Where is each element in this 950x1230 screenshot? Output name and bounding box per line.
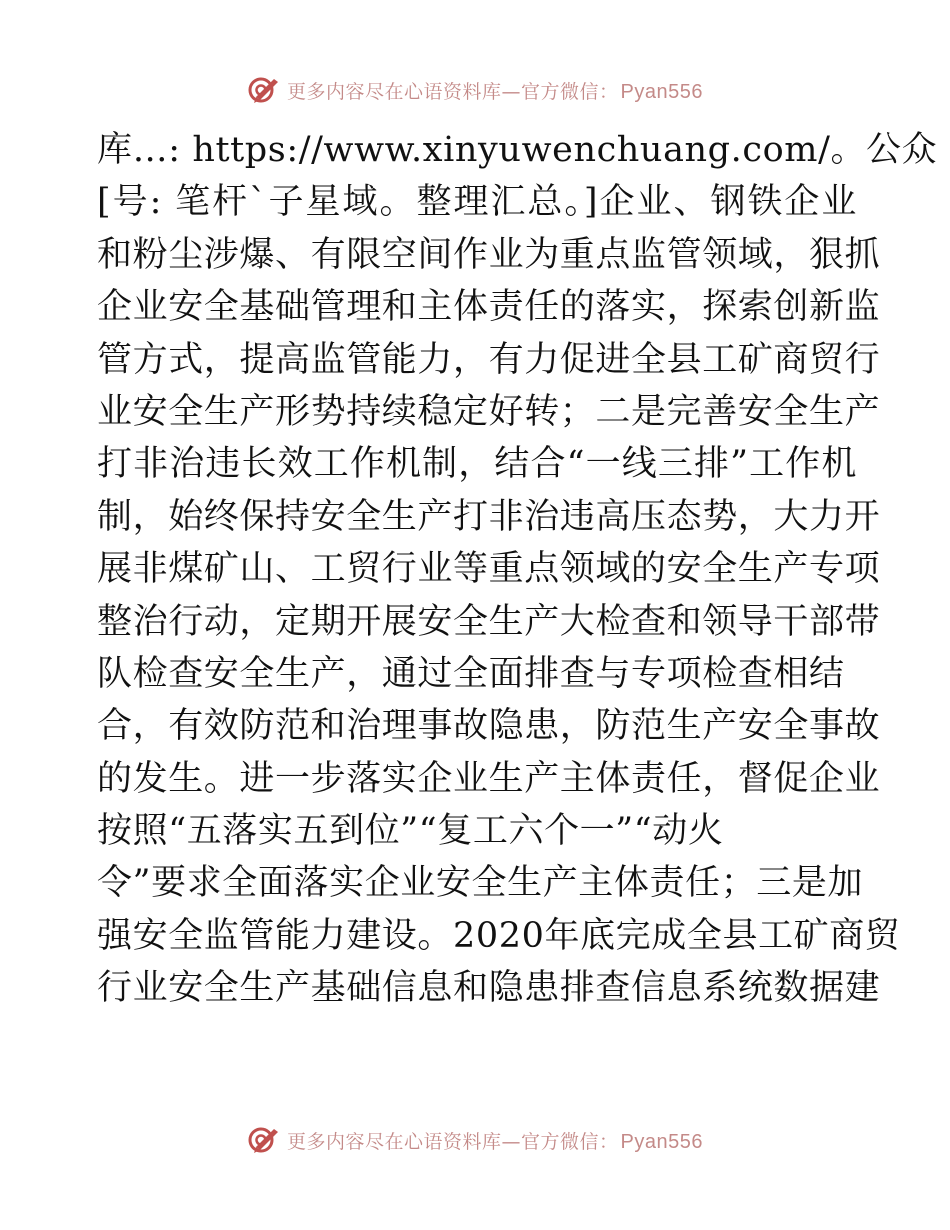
text-line bbox=[97, 176, 857, 228]
text-line-11: 队检查安全生产，通过全面排查与专项检查相结 bbox=[97, 653, 845, 694]
text-line bbox=[97, 124, 938, 176]
text-line-14: 按照“五落实五到位”“复工六个一”“动火 bbox=[97, 811, 724, 852]
text-line-1: 库…: https://www.xinyuwenchuang.com/。公众 bbox=[97, 130, 938, 170]
text-line bbox=[97, 805, 857, 857]
text-line-16: 强安全监管能力建设。2020年底完成全县工矿商贸 bbox=[97, 915, 901, 956]
text-line-5: 管方式，提高监管能力，有力促进全县工矿商贸行 bbox=[97, 339, 881, 380]
text-line-10: 整治行动，定期开展安全生产大检查和领导干部带 bbox=[97, 601, 881, 642]
text-line bbox=[97, 334, 881, 386]
document-body bbox=[97, 124, 938, 1015]
text-line bbox=[97, 857, 864, 909]
text-line bbox=[97, 910, 901, 962]
text-line-9: 展非煤矿山、工贸行业等重点领域的安全生产专项 bbox=[97, 549, 881, 590]
brand-logo-icon bbox=[247, 1125, 281, 1155]
text-line-15: 令”要求全面落实企业安全生产主体责任；三是加 bbox=[97, 863, 864, 904]
text-line bbox=[97, 386, 881, 438]
wechat-id: Pyan556 bbox=[620, 80, 703, 103]
text-line-13: 的发生。进一步落实企业生产主体责任，督促企业 bbox=[97, 758, 881, 799]
header-banner bbox=[0, 70, 950, 110]
text-line-3: 和粉尘涉爆、有限空间作业为重点监管领域，狠抓 bbox=[97, 234, 881, 275]
text-line bbox=[97, 491, 881, 543]
text-line-6: 业安全生产形势持续稳定好转；二是完善安全生产 bbox=[97, 391, 881, 432]
wechat-id: Pyan556 bbox=[620, 1130, 703, 1153]
text-line bbox=[97, 438, 857, 490]
footer-banner bbox=[0, 1120, 950, 1160]
text-line bbox=[97, 281, 881, 333]
text-line bbox=[97, 229, 881, 281]
text-line-8: 制，始终保持安全生产打非治违高压态势，大力开 bbox=[97, 496, 881, 537]
text-line bbox=[97, 596, 881, 648]
banner-text bbox=[287, 1127, 703, 1154]
text-line bbox=[97, 753, 881, 805]
text-line-7: 打非治违长效工作机制，结合“一线三排”工作机 bbox=[97, 444, 857, 485]
banner-text bbox=[287, 77, 703, 104]
text-line bbox=[97, 962, 881, 1014]
brand-logo-icon bbox=[247, 75, 281, 105]
banner-label: 更多内容尽在心语资料库—官方微信： bbox=[287, 1130, 619, 1153]
text-line-2: [号: 笔杆`子星域。整理汇总。]企业、钢铁企业 bbox=[97, 182, 857, 223]
text-line bbox=[97, 700, 881, 752]
text-line-12: 合，有效防范和治理事故隐患，防范生产安全事故 bbox=[97, 706, 881, 747]
banner-label: 更多内容尽在心语资料库—官方微信： bbox=[287, 80, 619, 103]
text-line-4: 企业安全基础管理和主体责任的落实，探索创新监 bbox=[97, 287, 881, 328]
text-line bbox=[97, 648, 857, 700]
text-line-17: 行业安全生产基础信息和隐患排查信息系统数据建 bbox=[97, 968, 881, 1009]
text-line bbox=[97, 543, 881, 595]
